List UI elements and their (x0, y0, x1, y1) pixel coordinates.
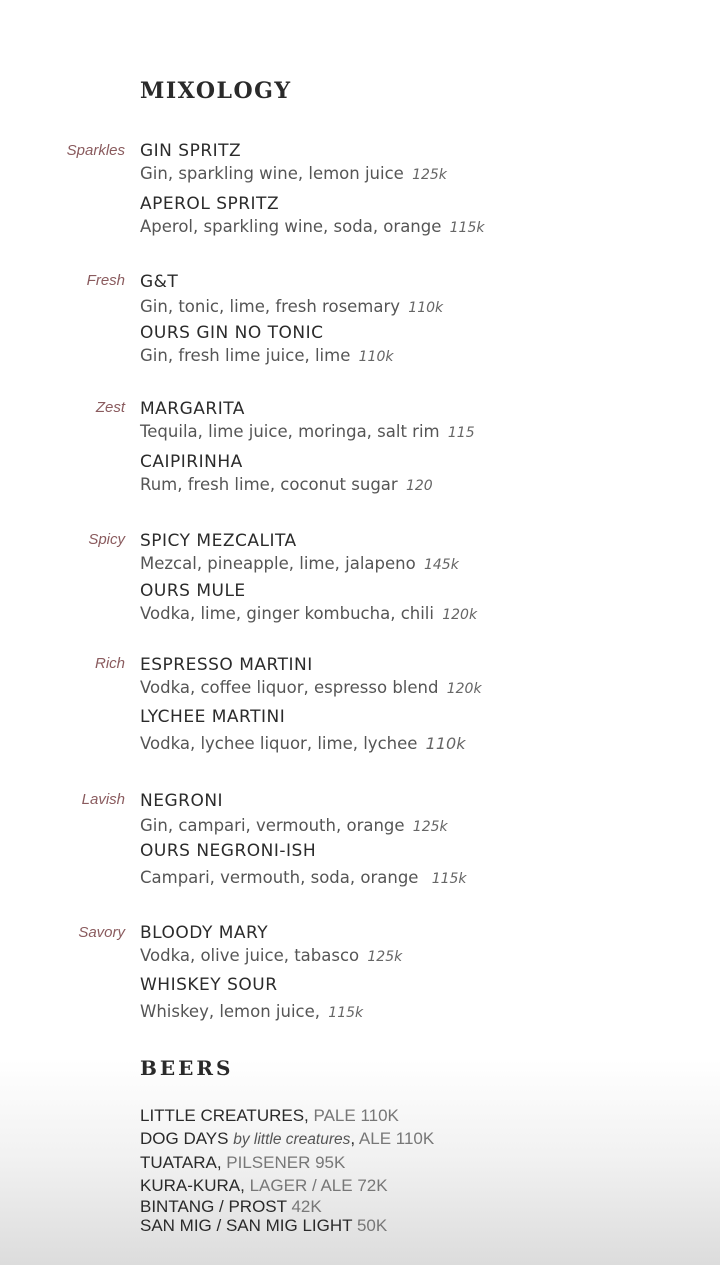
drink-price: 115 (447, 425, 475, 441)
group-label: Savory (78, 924, 125, 941)
drink-desc-text: Rum, fresh lime, coconut sugar (140, 475, 398, 494)
beers-title: BEERS (140, 1056, 234, 1080)
drink-item (140, 840, 467, 891)
group-label: Spicy (88, 531, 125, 548)
beer-separator: , (350, 1129, 356, 1148)
beer-item (140, 1151, 434, 1174)
drink-description (140, 602, 477, 627)
drink-description (140, 552, 459, 577)
drink-desc-text: Vodka, olive juice, tabasco (140, 946, 360, 965)
drink-name: ESPRESSO MARTINI (140, 655, 313, 675)
beer-style: 42K (291, 1197, 322, 1216)
drink-price: 115k (431, 871, 467, 887)
drink-price: 145k (423, 557, 459, 573)
drink-desc-text: Gin, fresh lime juice, lime (140, 346, 351, 365)
drink-name: OURS GIN NO TONIC (140, 323, 324, 343)
drink-price: 115k (449, 220, 485, 236)
beer-style: PILSENER 95K (226, 1153, 346, 1172)
beer-name: LITTLE CREATURES, (140, 1106, 309, 1125)
drink-item (140, 974, 363, 1025)
drink-item (140, 322, 393, 369)
drink-price: 125k (412, 167, 447, 183)
beer-item (140, 1217, 434, 1235)
drink-desc-text: Mezcal, pineapple, lime, jalapeno (140, 554, 416, 573)
beer-name: SAN MIG / SAN MIG LIGHT (140, 1216, 353, 1235)
drink-name: SPICY MEZCALITA (140, 531, 297, 551)
drink-item (140, 271, 443, 320)
drink-description (140, 295, 443, 320)
drink-description (140, 814, 448, 839)
beer-name: DOG DAYS (140, 1129, 229, 1148)
drink-name: LYCHEE MARTINI (140, 707, 286, 727)
drink-description (140, 162, 447, 187)
drink-desc-text: Gin, campari, vermouth, orange (140, 816, 405, 835)
beer-name: BINTANG / PROST (140, 1197, 287, 1216)
drink-desc-text: Vodka, coffee liquor, espresso blend (140, 678, 439, 697)
drink-price: 115k (328, 1005, 364, 1021)
beer-style: 50K (356, 1216, 388, 1235)
drink-desc-text: Aperol, sparkling wine, soda, orange (140, 217, 442, 236)
drink-desc-text: Gin, sparkling wine, lemon juice (140, 164, 404, 183)
beer-style: ALE 110K (358, 1129, 435, 1148)
beer-list (140, 1104, 434, 1235)
beer-brewer: by little creatures (233, 1131, 351, 1148)
drink-item (140, 790, 448, 839)
drink-description (140, 473, 433, 498)
beer-item (140, 1104, 434, 1127)
drink-price: 120 (405, 478, 433, 494)
drink-description (140, 215, 484, 240)
drink-item (140, 140, 447, 187)
beer-item (140, 1127, 434, 1151)
drink-price: 120k (446, 681, 482, 697)
group-label: Fresh (86, 272, 125, 289)
drink-name: G&T (140, 272, 179, 292)
beer-name: KURA-KURA, (140, 1176, 245, 1195)
drink-name: NEGRONI (140, 791, 224, 811)
drink-price: 120k (442, 607, 478, 623)
drink-description (140, 944, 402, 969)
beer-item (140, 1174, 434, 1197)
drink-name: BLOODY MARY (140, 923, 269, 943)
beer-name: TUATARA, (140, 1153, 222, 1172)
drink-item (140, 654, 482, 701)
drink-description (140, 866, 467, 891)
beer-item (140, 1197, 434, 1217)
drink-name: OURS MULE (140, 581, 246, 601)
drink-item (140, 580, 477, 627)
drink-price: 125k (412, 819, 448, 835)
drink-item (140, 398, 475, 445)
drink-item (140, 451, 433, 498)
drink-item (140, 193, 484, 240)
beer-style: LAGER / ALE 72K (249, 1176, 388, 1195)
drink-description (140, 344, 393, 369)
drink-description (140, 676, 482, 701)
beer-style: PALE 110K (313, 1106, 399, 1125)
drink-price: 125k (367, 949, 403, 965)
drink-name: CAIPIRINHA (140, 452, 243, 472)
drink-name: MARGARITA (140, 399, 245, 419)
drink-desc-text: Whiskey, lemon juice, (140, 1002, 321, 1021)
group-label: Rich (94, 655, 125, 672)
drink-name: APEROL SPRITZ (140, 194, 280, 214)
drink-desc-text: Vodka, lime, ginger kombucha, chili (140, 604, 434, 623)
drink-name: WHISKEY SOUR (140, 975, 278, 995)
drink-name: OURS NEGRONI-ISH (140, 841, 317, 861)
drink-item (140, 706, 465, 756)
drink-item (140, 922, 402, 969)
drink-desc-text: Campari, vermouth, soda, orange (140, 868, 419, 887)
mixology-title: MIXOLOGY (140, 78, 292, 104)
drink-price: 110k (358, 349, 394, 365)
drink-desc-text: Tequila, lime juice, moringa, salt rim (140, 422, 440, 441)
drink-price: 110k (425, 734, 466, 753)
drink-price: 110k (408, 300, 444, 316)
drink-description (140, 1000, 363, 1025)
drink-item (140, 530, 459, 577)
drink-desc-text: Gin, tonic, lime, fresh rosemary (140, 297, 401, 316)
group-label: Zest (95, 399, 125, 416)
drink-name: GIN SPRITZ (140, 141, 242, 161)
group-label: Sparkles (66, 142, 125, 159)
group-label: Lavish (81, 791, 125, 808)
drink-description (140, 420, 475, 445)
drink-description (140, 732, 465, 756)
drink-desc-text: Vodka, lychee liquor, lime, lychee (140, 734, 418, 753)
